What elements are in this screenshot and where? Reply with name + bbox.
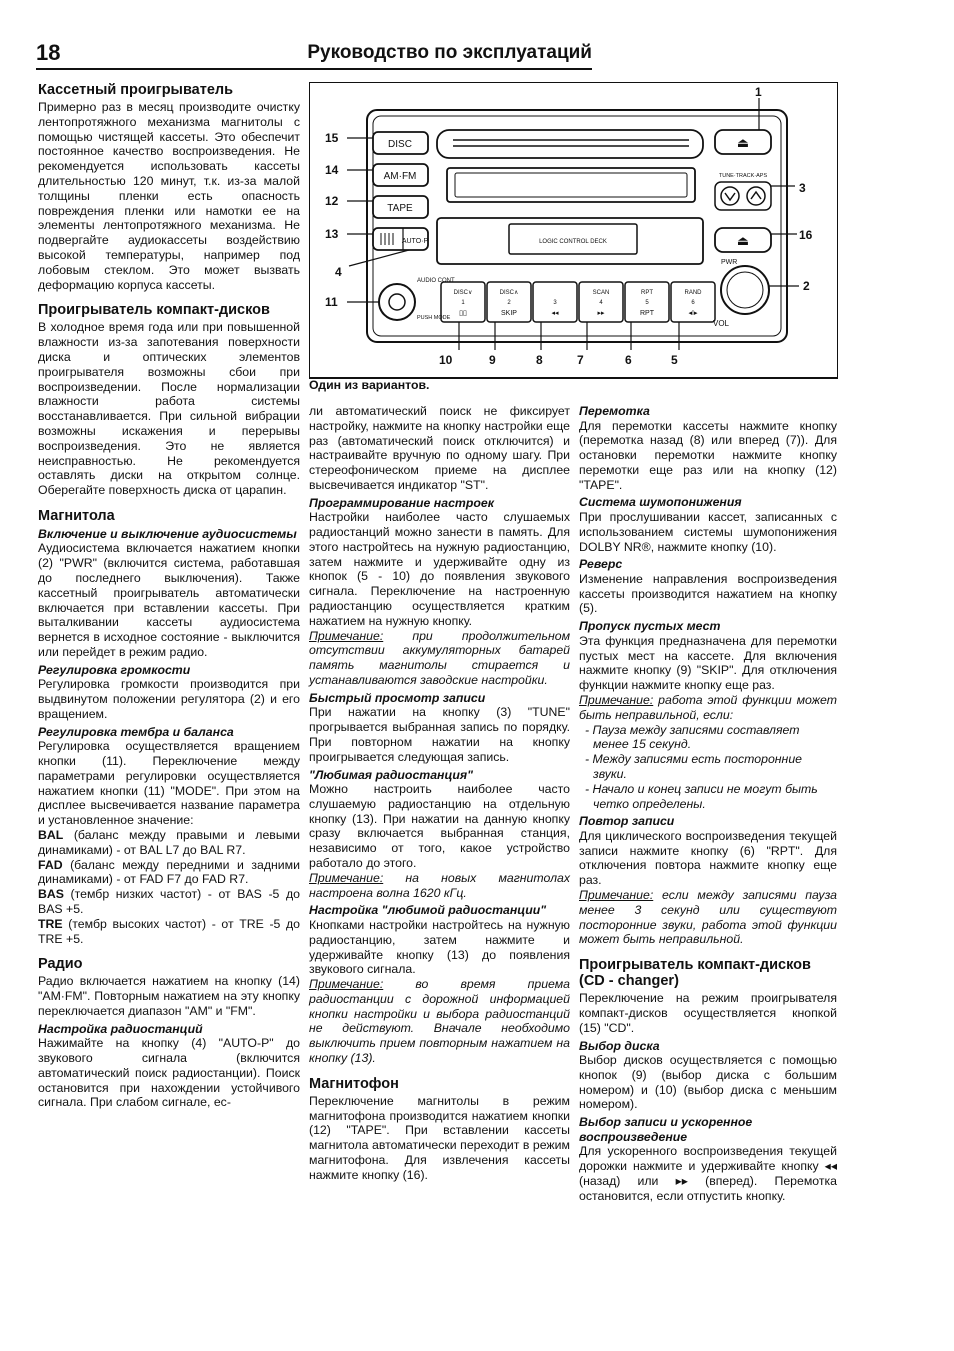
subheading-programming: Программирование настроек: [309, 495, 494, 510]
preset-6-button[interactable]: [671, 282, 715, 322]
column-1: [38, 82, 300, 1110]
vol-label: VOL: [713, 319, 730, 328]
callout-16: 16: [799, 228, 813, 242]
audio-cont-label: AUDIO CONT: [417, 278, 455, 284]
list-item: - Пауза между записями составляет менее 15 секунд.: [585, 722, 800, 752]
callout-1: 1: [755, 85, 762, 99]
term-bal: BAL: [38, 827, 64, 842]
tune-up-button[interactable]: [747, 187, 765, 205]
callout-5: 5: [671, 353, 678, 367]
tape-button[interactable]: [373, 196, 428, 218]
subheading-fast-play: Выбор записи и ускоренное воспроизведение: [579, 1115, 753, 1144]
subheading-onoff: Включение и выключение аудиосистемы: [38, 526, 297, 541]
svg-text:DISC∧: DISC∧: [499, 290, 519, 296]
svg-text:TAPE: TAPE: [387, 203, 413, 214]
volume-knob[interactable]: [721, 266, 769, 314]
paragraph-reverse: Изменение направления воспроизведения кассеты производится нажатием на кнопку (5).: [579, 571, 837, 616]
svg-text:▯▯: ▯▯: [459, 310, 467, 317]
paragraph-changer: Переключение на режим проигрывателя компакт-дисков осуществляется кнопкой (15) "CD".: [579, 991, 837, 1035]
cd-eject-button[interactable]: [715, 130, 771, 154]
paragraph-scan: При нажатии на кнопку (3) "TUNE" прогрывается выбранная запись по порядку. При повторном нажатии на кнопку проигрывается следующая запись.: [309, 705, 570, 764]
paragraph-tuning: Нажимайте на кнопку (4) "AUTO-P" до звукового сигнала (включится автоматический поиск радиостанции). Поиск остановится при нахождении устойчивого сигнала. При слабом сигнале, ес-: [38, 1036, 300, 1110]
paragraph-favorite-setup: Кнопками настройки настройтесь на нужную радиостанцию, затем нажмите и удерживайте кнопку (13) до появления звукового сигнала.: [309, 917, 570, 977]
radio-diagram: [309, 82, 838, 382]
section-heading-cd: Проигрыватель компакт-дисков: [38, 302, 270, 319]
note-traffic: Примечание: во время приема радиостанции с дорожной информацией кнопки настройки и выбора радиостанций не действуют. Вначале необходимо выключить прием повторным нажатием на кнопку (13).: [309, 977, 570, 1066]
tune-down-button[interactable]: [715, 182, 771, 210]
paragraph-tape: Переключение магнитолы в режим магнитофона производится нажатием кнопки (12) "TAPE". При вставлении кассеты магнитола автоматически переходит в режим магнитофона. Для извлечения кассеты нажмите кнопку (16).: [309, 1093, 570, 1182]
paragraph-disc-select: Выбор дисков осуществляется с помощью кнопок (9) (выбор диска с большим номером) и (10) (выбор диска с меньшим номером).: [579, 1053, 837, 1112]
callout-12: 12: [325, 194, 339, 208]
amfm-button[interactable]: [373, 164, 428, 186]
subheading-tone: Регулировка тембра и баланса: [38, 724, 234, 739]
section-heading-tape: Магнитофон: [309, 1075, 399, 1092]
section-heading-changer: Проигрыватель компакт-дисков (CD - changer): [579, 957, 811, 990]
note-repeat: Примечание: если между записями пауза менее 3 секунд или существуют посторонние звуки, работа этой функции может быть неправильной.: [579, 888, 837, 947]
note-skip-list: [579, 723, 837, 812]
svg-text:RAND: RAND: [684, 290, 702, 296]
svg-text:◂◂: ◂◂: [551, 310, 559, 317]
svg-text:DISC: DISC: [388, 139, 412, 150]
svg-text:RPT: RPT: [640, 310, 654, 317]
paragraph-radio: Радио включается нажатием на кнопку (14) "AM·FM". Повторным нажатием на эту кнопку переключается диапазон "AM" и "FM".: [38, 974, 300, 1018]
svg-text:2: 2: [507, 300, 511, 306]
svg-text:SKIP: SKIP: [501, 310, 517, 317]
audio-control-knob[interactable]: [379, 284, 415, 320]
logic-control-label: LOGIC CONTROL DECK: [539, 239, 607, 245]
subheading-volume: Регулировка громкости: [38, 662, 191, 677]
subheading-scan: Быстрый просмотр записи: [309, 690, 486, 705]
term-item: BAS (тембр низких частот) - от BAS -5 до BAS +5.: [38, 887, 300, 916]
note-skip: Примечание: работа этой функции может быть неправильной, если:: [579, 692, 837, 722]
callout-11: 11: [325, 295, 338, 309]
callout-9: 9: [489, 353, 496, 367]
svg-text:SCAN: SCAN: [592, 290, 610, 296]
tone-terms-list: [38, 828, 300, 946]
preset-5-button[interactable]: [625, 282, 669, 322]
term-fad: FAD: [38, 857, 63, 872]
callout-15: 15: [325, 131, 339, 145]
preset-3-button[interactable]: [533, 282, 577, 322]
svg-text:3: 3: [553, 300, 557, 306]
term-item: FAD (баланс между передними и задними динамиками) - от FAD F7 до FAD R7.: [38, 857, 300, 887]
subheading-favorite-setup: Настройка "любимой радиостанции": [309, 903, 547, 918]
paragraph-rewind: Для перемотки кассеты нажмите кнопку (перемотка назад (8) или вперед (7)). Для остановки перемотки нажмите кнопку перемотки еще раз или на кнопку (12) "TAPE".: [579, 418, 837, 492]
paragraph-programming: Настройки наиболее часто слушаемых радиостанций можно занести в память. Для этого настройтесь на нужную радиостанцию, затем нажмите и удерживайте одну из кнопок (5 - 10) до появления звукового сигнала. Переключение на настроенную радиостанцию осуществляется кратким нажатием на нужную кнопку.: [309, 510, 570, 628]
paragraph-onoff: Аудиосистема включается нажатием кнопки (2) "PWR" (включится система, работавшая до последнего выключения). Также кассетный проигрыватель автоматически включается при вставлении кассеты. При выталкивании кассеты аудиосистема вернется в исходное состояние - выключится или перейдет в режим радио.: [38, 541, 300, 659]
paragraph-volume: Регулировка громкости производится при выдвинутом положении регулятора (2) и его вращением.: [38, 677, 300, 721]
svg-text:RPT: RPT: [641, 290, 653, 296]
tape-eject-button[interactable]: [715, 228, 771, 252]
subheading-tuning: Настройка радиостанций: [38, 1021, 203, 1036]
section-heading-radio-set: Магнитола: [38, 507, 115, 524]
list-item: - Между записями есть посторонние звуки.: [585, 752, 802, 781]
disc-button[interactable]: [373, 132, 428, 154]
callout-numbers: [325, 85, 813, 367]
callout-3: 3: [799, 181, 806, 195]
callout-2: 2: [803, 279, 810, 293]
svg-text:AM·FM: AM·FM: [383, 171, 417, 182]
svg-text:4: 4: [599, 300, 603, 306]
push-mode-label: PUSH MODE: [417, 315, 451, 321]
svg-text:5: 5: [645, 300, 649, 306]
svg-text:◂I▸: ◂I▸: [688, 310, 698, 317]
subheading-repeat: Повтор записи: [579, 814, 675, 829]
svg-text:▸▸: ▸▸: [597, 310, 605, 317]
tune-label: TUNE·TRACK·APS: [718, 173, 768, 179]
term-item: TRE (тембр высоких частот) - от TRE -5 до TRE +5.: [38, 916, 300, 946]
term-tre: TRE: [38, 916, 63, 931]
subheading-rewind: Перемотка: [579, 404, 650, 418]
column-2: [309, 404, 570, 1183]
paragraph-favorite: Можно настроить наиболее часто слушаемую радиостанцию на отдельную кнопку (13). При нажатии на данную кнопку сразу включается выбранная станция, независимо от того, какое устройство работало до этого.: [309, 782, 570, 871]
preset-2-button[interactable]: [487, 282, 531, 322]
subheading-noise-reduction: Система шумопонижения: [579, 495, 742, 510]
note-battery: Примечание: при продолжительном отсутствии аккумуляторных батарей память магнитолы стирается и устанавливаются заводские настройки.: [309, 628, 570, 688]
callout-4: 4: [335, 265, 342, 279]
paragraph-noise-reduction: При прослушивании кассет, записанных с использованием системы шумопонижения DOLBY NR®, нажмите кнопку (10).: [579, 509, 837, 554]
svg-text:AUTO·P: AUTO·P: [401, 238, 429, 245]
svg-text:1: 1: [461, 300, 465, 306]
page-header: [36, 38, 592, 70]
diagram-caption: Один из вариантов.: [309, 378, 430, 392]
page-number: 18: [36, 40, 61, 65]
list-item: - Начало и конец записи не могут быть четко определены.: [585, 781, 818, 811]
callout-14: 14: [325, 163, 339, 177]
paragraph-skip: Эта функция предназначена для перемотки пустых мест на кассете. Для включения нажмите кнопку (9) "SKIP". Для отключения функции нажмите кнопку еще раз.: [579, 633, 837, 693]
paragraph-repeat: Для циклического воспроизведения текущей записи нажмите кнопку (6) "RPT". Для отключения повтора нажмите кнопку еще раз.: [579, 828, 837, 888]
term-bas: BAS: [38, 887, 64, 902]
page-title: Руководство по эксплуатаций: [307, 42, 592, 63]
svg-text:⏏: ⏏: [736, 233, 750, 248]
callout-7: 7: [577, 353, 584, 367]
paragraph-cassette: Примерно раз в месяц производите очистку лентопротяжного механизма магнитолы с помощью чистящей кассеты. Это обеспечит постоянное качество воспроизведения. Не рекомендуется использовать кассеты длительностью 120 минут, т.к. из-за малой толщины пленки есть опасность повреждения пленки или намотки ее на элементы лентопротяжного механизма. Не подвергайте аудиокассеты воздействию высокой температуры, например под лобовым стеклом. Это может вызвать деформацию корпуса кассеты.: [38, 100, 300, 292]
subheading-skip: Пропуск пустых мест: [579, 619, 721, 634]
note-frequency: Примечание: на новых магнитолах настроена волна 1620 кГц.: [309, 870, 570, 900]
paragraph-tone: Регулировка осуществляется вращением кнопки (11). Переключение между параметрами регулировки осуществляется нажатием кнопки (11) "MODE". При этом на дисплее высвечивается название параметра и установленное значение:: [38, 739, 300, 828]
pwr-label: PWR: [721, 259, 738, 266]
callout-10: 10: [439, 353, 453, 367]
subheading-reverse: Реверс: [579, 557, 623, 572]
callout-6: 6: [625, 353, 632, 367]
cd-slot: [437, 130, 703, 158]
section-heading-cassette: Кассетный проигрыватель: [38, 82, 234, 98]
callout-8: 8: [536, 353, 543, 367]
svg-text:6: 6: [691, 300, 695, 306]
subheading-disc-select: Выбор диска: [579, 1038, 660, 1053]
paragraph-continuation: ли автоматический поиск не фиксирует настройку, нажмите на кнопку настройки еще раз (автоматический поиск отключится) и настраивайте вручную по одному шагу. При стереофоническом приеме на дисплее высвечивается индикатор "ST".: [309, 404, 570, 492]
section-heading-radio: Радио: [38, 956, 83, 973]
preset-4-button[interactable]: [579, 282, 623, 322]
svg-text:DISC∨: DISC∨: [453, 290, 473, 296]
subheading-favorite: "Любимая радиостанция": [309, 767, 474, 782]
paragraph-cd: В холодное время года или при повышенной влажности из-за запотевания поверхности диска и оптических элементов проигрывателя возможны сбои при воспроизведении. После нормализации влажности работа системы восстанавливается. При сильной вибрации возможны искажения и перерывы воспроизведения. Это не является неисправностью. Не рекомендуется оставлять диски на открытом солнце. Оберегайте поверхность диска от царапин.: [38, 320, 300, 498]
callout-13: 13: [325, 227, 339, 241]
svg-text:⏏: ⏏: [736, 135, 750, 150]
auto-p-button[interactable]: [373, 228, 428, 250]
column-3: [579, 404, 837, 1203]
paragraph-fast-play: Для ускоренного воспроизведения текущей дорожки нажмите и удерживайте кнопку ◂◂ (назад) или ▸▸ (вперед). Перемотка остановится, если отпустить кнопку.: [579, 1144, 837, 1203]
term-item: BAL (баланс между правыми и левыми динамиками) - от BAL L7 до BAL R7.: [38, 827, 300, 857]
